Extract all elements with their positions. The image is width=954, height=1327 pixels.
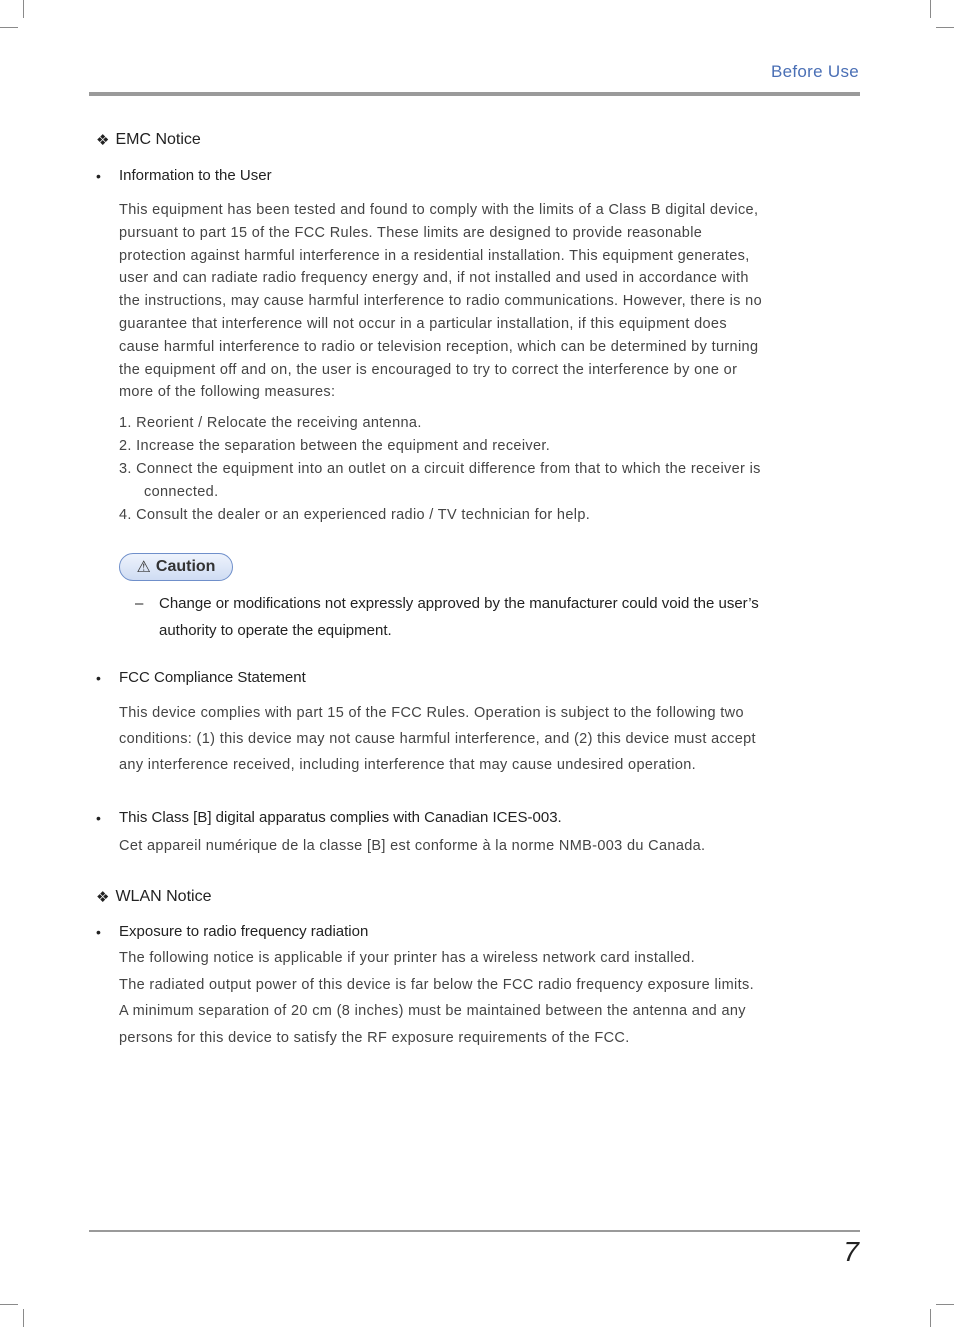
- info-line: protection against harmful interference in a residential installation. This equipment generates,: [119, 247, 750, 264]
- canada-french-line: Cet appareil numérique de la classe [B] est conforme à la norme NMB-003 du Canada.: [119, 838, 706, 854]
- crop-mark: [0, 1304, 18, 1305]
- measure-item: connected.: [144, 484, 219, 500]
- rf-line: The following notice is applicable if your printer has a wireless network card installed.: [119, 950, 695, 966]
- fcc-title: [96, 669, 306, 686]
- info-line: the equipment off and on, the user is encouraged to try to correct the interference by one or: [119, 361, 738, 378]
- info-line: This equipment has been tested and found to comply with the limits of a Class B digital device,: [119, 202, 759, 218]
- caution-line: authority to operate the equipment.: [159, 622, 392, 639]
- canada-title-label: This Class [B] digital apparatus complies with Canadian ICES-003.: [119, 809, 562, 826]
- crop-mark: [0, 27, 18, 28]
- header-rule: [89, 92, 860, 96]
- info-title-label: Information to the User: [119, 167, 272, 184]
- dash-marker: –: [135, 595, 144, 612]
- wlan-heading-label: WLAN Notice: [115, 888, 212, 905]
- measure-item: 2. Increase the separation between the equipment and receiver.: [119, 438, 551, 454]
- crop-mark: [936, 1304, 954, 1305]
- caution-text: [135, 590, 860, 644]
- rf-line: The radiated output power of this device is far below the FCC radio frequency exposure limits.: [119, 976, 754, 993]
- rf-title: [96, 923, 368, 940]
- info-line: more of the following measures:: [119, 384, 336, 401]
- info-line: the instructions, may cause harmful interference to radio communications. However, there is no: [119, 293, 762, 310]
- canada-french: [119, 835, 859, 858]
- info-line: user and can radiate radio frequency energy and, if not installed and used in accordance with: [119, 270, 749, 287]
- info-paragraph: [119, 199, 859, 404]
- fcc-line: any interference received, including interference that may cause undesired operation.: [119, 757, 697, 773]
- caution-badge: [119, 553, 233, 581]
- page-number: 7: [843, 1236, 859, 1267]
- rf-title-label: Exposure to radio frequency radiation: [119, 923, 369, 940]
- diamond-icon: ❖: [96, 888, 110, 906]
- bullet-dot-icon: •: [96, 669, 101, 686]
- fcc-line: conditions: (1) this device may not cause harmful interference, and (2) this device must accept: [119, 731, 756, 747]
- rf-line: A minimum separation of 20 cm (8 inches) must be maintained between the antenna and any: [119, 1003, 746, 1019]
- info-line: pursuant to part 15 of the FCC Rules. These limits are designed to provide reasonable: [119, 224, 703, 241]
- header-title: Before Use: [770, 62, 859, 81]
- bullet-dot-icon: •: [96, 167, 101, 184]
- caution-label: Caution: [155, 558, 216, 575]
- canada-title: [96, 809, 562, 826]
- measure-item: 1. Reorient / Relocate the receiving antenna.: [119, 415, 422, 431]
- emc-heading: [96, 131, 201, 149]
- diamond-icon: ❖: [96, 131, 110, 149]
- crop-mark: [23, 1309, 24, 1327]
- info-title: [96, 167, 272, 184]
- crop-mark: [930, 0, 931, 18]
- emc-heading-label: EMC Notice: [115, 131, 201, 148]
- fcc-paragraph: [119, 700, 859, 778]
- measure-item: 4. Consult the dealer or an experienced radio / TV technician for help.: [119, 507, 591, 523]
- rf-line: persons for this device to satisfy the RF exposure requirements of the FCC.: [119, 1029, 630, 1046]
- crop-mark: [23, 0, 24, 18]
- measure-item: 3. Connect the equipment into an outlet on a circuit difference from that to which the receiver is: [119, 461, 761, 477]
- warning-triangle-icon: ⚠: [136, 559, 151, 576]
- info-line: guarantee that interference will not occur in a particular installation, if this equipment does: [119, 315, 727, 332]
- fcc-title-label: FCC Compliance Statement: [119, 669, 306, 686]
- fcc-line: This device complies with part 15 of the FCC Rules. Operation is subject to the following two: [119, 705, 744, 721]
- bullet-dot-icon: •: [96, 809, 101, 826]
- bullet-dot-icon: •: [96, 923, 101, 940]
- caution-line: Change or modifications not expressly approved by the manufacturer could void the user’s: [159, 595, 759, 612]
- wlan-heading: [96, 888, 211, 906]
- crop-mark: [930, 1309, 931, 1327]
- footer-rule: [89, 1230, 860, 1232]
- rf-paragraph: [119, 945, 859, 1051]
- info-line: cause harmful interference to radio or television reception, which can be determined by turning: [119, 338, 759, 355]
- measures-list: [119, 412, 859, 527]
- crop-mark: [936, 27, 954, 28]
